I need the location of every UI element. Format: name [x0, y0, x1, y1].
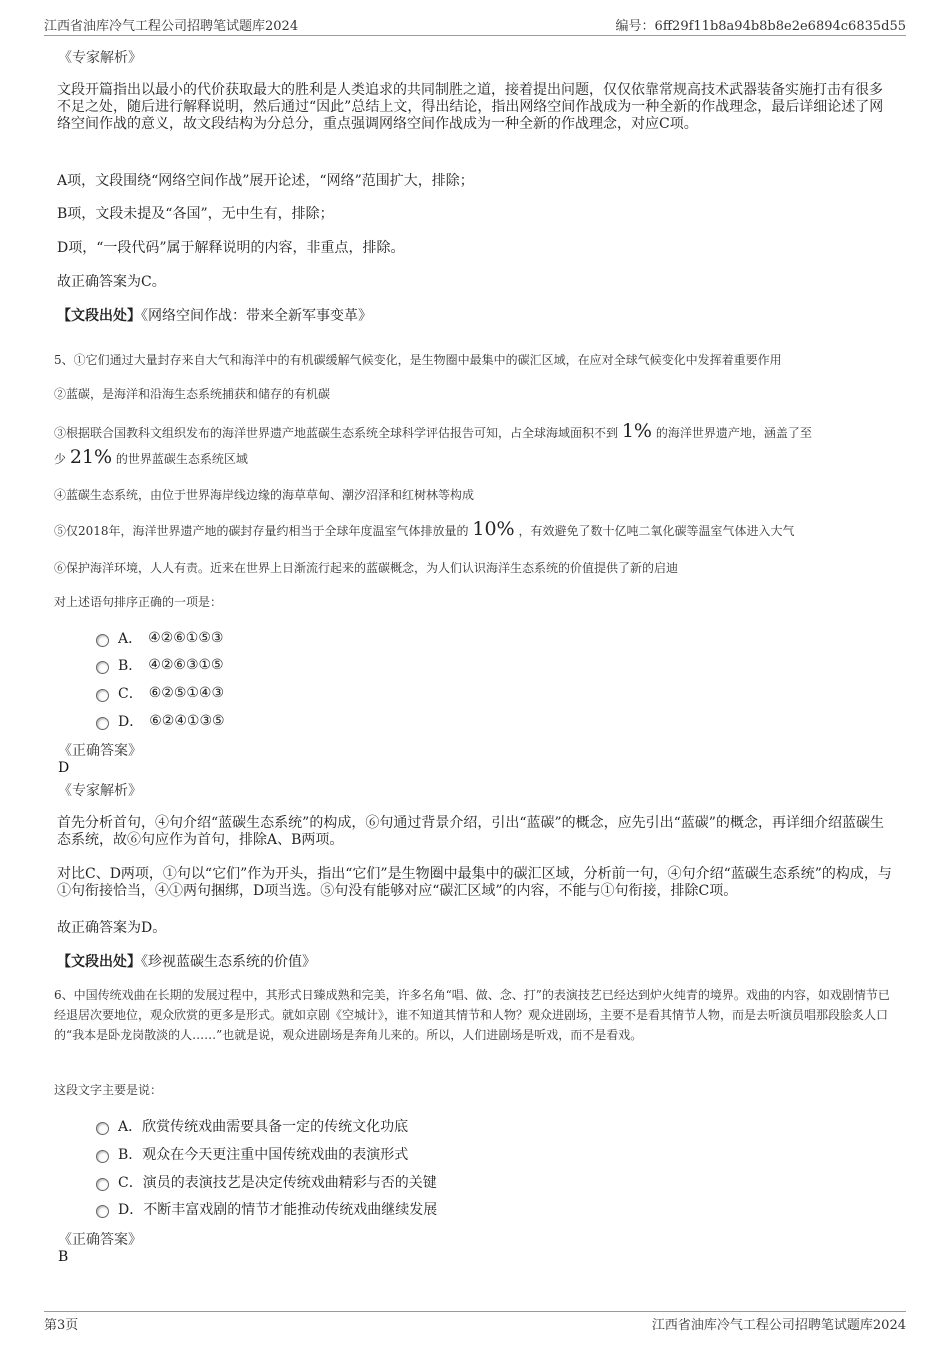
radio-button[interactable] — [96, 717, 109, 730]
analysis-option-b: B项，文段未提及“各国”，无中生有，排除； — [57, 206, 334, 222]
percent-value: 1% — [621, 420, 652, 442]
option-c[interactable]: C． 演员的表演技艺是决定传统戏曲精彩与否的关键 — [96, 1172, 437, 1192]
correct-answer-label: 《正确答案》 — [58, 1232, 142, 1248]
radio-button[interactable] — [96, 1205, 109, 1218]
answer-conclusion: 故正确答案为D。 — [57, 920, 167, 936]
source-tag: 【文段出处】 — [57, 308, 141, 324]
radio-button[interactable] — [96, 1150, 109, 1163]
percent-value: 10% — [472, 518, 515, 540]
question-5-sentence-3: ③根据联合国教科文组织发布的海洋世界遗产地蓝碳生态系统全球科学评估报告可知，占全球海域面积不到 1% 的海洋世界遗产地，涵盖了至 — [54, 420, 812, 442]
question-5-sentence-1: 5、①它们通过大量封存来自大气和海洋中的有机碳缓解气候变化，是生物圈中最集中的碳汇区域，在应对全球气候变化中发挥着重要作用 — [54, 353, 782, 367]
analysis-option-d: D项，“一段代码”属于解释说明的内容，非重点，排除。 — [57, 240, 405, 256]
document-number: 编号：6ff29f11b8a94b8b8e2e6894c6835d55 — [615, 19, 906, 34]
option-a[interactable]: A． 欣赏传统戏曲需要具备一定的传统文化功底 — [96, 1116, 408, 1136]
question-6-prompt: 这段文字主要是说： — [54, 1083, 163, 1097]
analysis-paragraph: 首先分析首句，④句介绍“蓝碳生态系统”的构成，⑥句通过背景介绍，引出“蓝碳”的概念，应先引出“蓝碳”的概念，再详细介绍蓝碳生态系统，故⑥句应作为首句，排除A、B两项。 — [57, 815, 884, 848]
radio-button[interactable] — [96, 634, 109, 647]
header-divider — [44, 35, 906, 36]
question-5-sentence-2: ②蓝碳，是海洋和沿海生态系统捕获和储存的有机碳 — [54, 387, 331, 401]
radio-button[interactable] — [96, 1122, 109, 1135]
correct-answer: D — [58, 760, 70, 776]
option-d[interactable]: D． 不断丰富戏剧的情节才能推动传统戏曲继续发展 — [96, 1199, 437, 1219]
option-b[interactable]: B． 观众在今天更注重中国传统戏曲的表演形式 — [96, 1144, 408, 1164]
correct-answer-label: 《正确答案》 — [58, 743, 142, 759]
source-citation — [57, 305, 372, 325]
analysis-paragraph: 文段开篇指出以最小的代价获取最大的胜利是人类追求的共同制胜之道，接着提出问题，仅仅依靠常规高技术武器装备实施打击有很多不足之处，随后进行解释说明，然后通过“因此”总结上文，得出结论，指出网络空间作战成为一种全新的作战理念，最后详细论述了网络空间作战的意义，故文段结构为分总分，重点强调网络空间作战成为一种全新的作战理念，对应C项。 — [57, 82, 884, 132]
option-d[interactable]: D． ⑥②④①③⑤ — [96, 711, 225, 731]
percent-value: 21% — [69, 446, 113, 468]
expert-analysis-label: 《专家解析》 — [58, 783, 142, 799]
question-5-prompt: 对上述语句排序正确的一项是： — [54, 595, 223, 609]
analysis-paragraph: 对比C、D两项，①句以“它们”作为开头，指出“它们”是生物圈中最集中的碳汇区域，分析前一句，④句介绍“蓝碳生态系统”的构成，与①句衔接恰当，④①两句捆绑，D项当选。⑤句没有能够对应“碳汇区域”的内容，不能与①句衔接，排除C项。 — [57, 866, 892, 899]
correct-answer: B — [58, 1249, 69, 1265]
expert-analysis-label: 《专家解析》 — [58, 50, 142, 66]
footer-title: 江西省油库冷气工程公司招聘笔试题库2024 — [651, 1318, 906, 1333]
option-c[interactable]: C． ⑥②⑤①④③ — [96, 683, 224, 703]
question-6-stem: 6、中国传统戏曲在长期的发展过程中，其形式日臻成熟和完美，许多名角“唱、做、念、打”的表演技艺已经达到炉火纯青的境界。戏曲的内容，如戏剧情节已经退居次要地位，观众欣赏的更多是形式。就如京剧《空城计》，谁不知道其情节和人物？观众进剧场，主要不是看其情节人物，而是去听演员唱那段脍炙人口的“我本是卧龙岗散淡的人……”也就是说，观众进剧场是奔角儿来的。所以，人们进剧场是听戏，而不是看戏。 — [54, 988, 890, 1042]
question-5-sentence-3-cont: 少 21% 的世界蓝碳生态系统区域 — [54, 446, 248, 468]
question-5-sentence-6: ⑥保护海洋环境，人人有责。近来在世界上日渐流行起来的蓝碳概念，为人们认识海洋生态系统的价值提供了新的启迪 — [54, 561, 679, 575]
option-a[interactable]: A． ④②⑥①⑤③ — [96, 628, 223, 648]
page-number: 第3页 — [44, 1318, 79, 1333]
radio-button[interactable] — [96, 1178, 109, 1191]
answer-conclusion: 故正确答案为C。 — [57, 274, 166, 290]
source-title: 《网络空间作战：带来全新军事变革》 — [141, 308, 372, 324]
analysis-option-a: A项，文段围绕“网络空间作战”展开论述，“网络”范围扩大，排除； — [57, 173, 474, 189]
option-b[interactable]: B． ④②⑥③①⑤ — [96, 655, 224, 675]
source-title: 《珍视蓝碳生态系统的价值》 — [141, 954, 316, 970]
source-tag: 【文段出处】 — [57, 954, 141, 970]
question-5-sentence-5: ⑤仅2018年，海洋世界遗产地的碳封存量约相当于全球年度温室气体排放量的 10% ，有效避免了数十亿吨二氧化碳等温室气体进入大气 — [54, 518, 795, 540]
header-title: 江西省油库冷气工程公司招聘笔试题库2024 — [44, 19, 299, 34]
footer-divider — [44, 1311, 906, 1312]
radio-button[interactable] — [96, 689, 109, 702]
question-5-sentence-4: ④蓝碳生态系统，由位于世界海岸线边缘的海草草甸、潮汐沼泽和红树林等构成 — [54, 488, 475, 502]
radio-button[interactable] — [96, 661, 109, 674]
source-citation — [57, 951, 316, 971]
